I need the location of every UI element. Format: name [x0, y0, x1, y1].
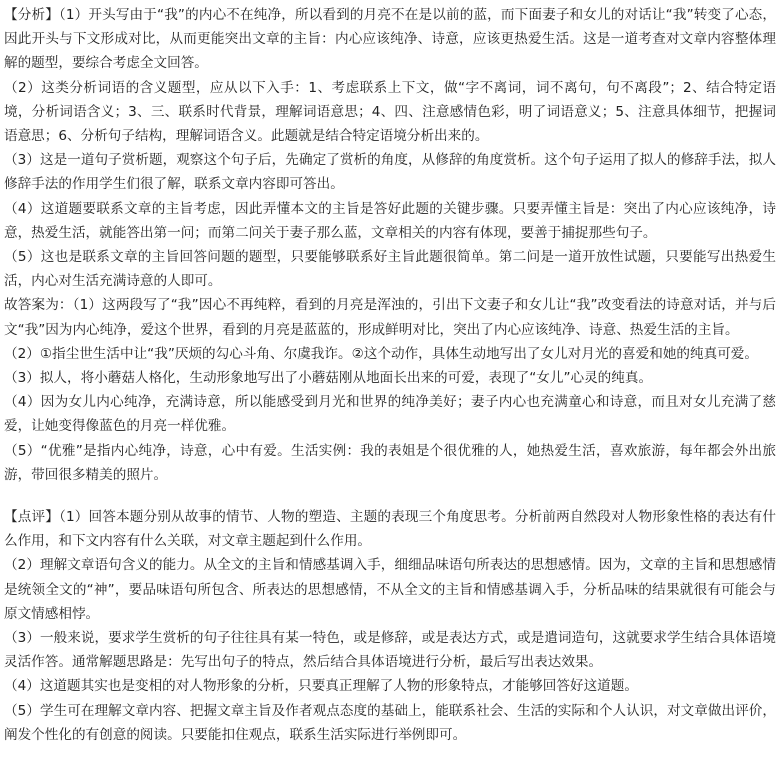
answer-section — [4, 293, 776, 487]
comment-section — [4, 505, 776, 747]
comment-paragraph-1: 【点评】（1）回答本题分别从故事的情节、人物的塑造、主题的表现三个角度思考。分析前两自然段对人物形象性格的表达有什么作用，和下文内容有什么关联，对文章主题起到什么作用。 — [4, 509, 776, 550]
comment-paragraph-2: （2）理解文章语句含义的能力。从全文的主旨和情感基调入手，细细品味语句所表达的思想感情。因为，文章的主旨和思想感情是统领全文的“神”，要品味语句所包含、所表达的思想感情，不从全文的主旨和情感基调入手，分析品味的结果就很有可能会与原文情感相悖。 — [4, 557, 776, 622]
comment-paragraph-4: （4）这道题其实也是变相的对人物形象的分析，只要真正理解了人物的形象特点，才能够回答好这道题。 — [4, 678, 638, 695]
answer-paragraph-3: （3）拟人，将小蘑菇人格化，生动形象地写出了小蘑菇刚从地面长出来的可爱，表现了“女儿”心灵的纯真。 — [4, 370, 653, 387]
analysis-paragraph-4: （4）这道题要联系文章的主旨考虑，因此弄懂本文的主旨是答好此题的关键步骤。只要弄懂主旨是：突出了内心应该纯净，诗意，热爱生活，就能答出第一问；而第二问关于妻子那么蓝，文章相关的内容有体现，要善于捕捉那些句子。 — [4, 200, 776, 241]
analysis-paragraph-3: （3）这是一道句子赏析题，观察这个句子后，先确定了赏析的角度，从修辞的角度赏析。这个句子运用了拟人的修辞手法，拟人修辞手法的作用学生们很了解，联系文章内容即可答出。 — [4, 152, 776, 193]
analysis-section — [4, 3, 776, 293]
analysis-paragraph-1: 【分析】（1）开头写由于“我”的内心不在纯净，所以看到的月亮不在是以前的蓝，而下面妻子和女儿的对话让“我”转变了心态，因此开头与下文形成对比，从而更能突出文章的主旨：内心应该纯净、诗意，应该更热爱生活。这是一道考查对文章内容整体理解的题型，要综合考虑全文回答。 — [4, 7, 776, 72]
answer-paragraph-5: （5）“优雅”是指内心纯净，诗意，心中有爱。生活实例：我的表姐是个很优雅的人，她热爱生活，喜欢旅游，每年都会外出旅游，带回很多精美的照片。 — [4, 442, 776, 483]
answer-paragraph-2: （2）①指尘世生活中让“我”厌烦的勾心斗角、尔虞我诈。②这个动作，具体生动地写出了女儿对月光的喜爱和她的纯真可爱。 — [4, 345, 758, 362]
answer-paragraph-4: （4）因为女儿内心纯净，充满诗意，所以能感受到月光和世界的纯净美好；妻子内心也充满童心和诗意，而且对女儿充满了慈爱，让她变得像蓝色的月亮一样优雅。 — [4, 394, 776, 435]
section-gap — [4, 487, 776, 505]
answer-paragraph-1: 故答案为：（1）这两段写了“我”因心不再纯粹，看到的月亮是浑浊的，引出下文妻子和女儿让“我”改变看法的诗意对话，并与后文“我”因为内心纯净，爱这个世界，看到的月亮是蓝蓝的，形成鲜明对比，突出了内心应该纯净、诗意、热爱生活的主旨。 — [4, 297, 776, 338]
comment-paragraph-3: （3）一般来说，要求学生赏析的句子往往具有某一特色，或是修辞，或是表达方式，或是遣词造句，这就要求学生结合具体语境灵活作答。通常解题思路是：先写出句子的特点，然后结合具体语境进行分析，最后写出表达效果。 — [4, 630, 776, 671]
analysis-paragraph-5: （5）这也是联系文章的主旨回答问题的题型，只要能够联系好主旨此题很简单。第二问是一道开放性试题，只要能写出热爱生活，内心对生活充满诗意的人即可。 — [4, 249, 776, 290]
comment-paragraph-5: （5）学生可在理解文章内容、把握文章主旨及作者观点态度的基础上，能联系社会、生活的实际和个人认识，对文章做出评价，阐发个性化的有创意的阅读。只要能扣住观点，联系生活实际进行举例即可。 — [4, 702, 776, 743]
analysis-paragraph-2: （2）这类分析词语的含义题型，应从以下入手：1、考虑联系上下文，做“字不离词，词不离句，句不离段”；2、结合特定语境，分析词语含义；3、三、联系时代背景，理解词语意思；4、四、注意感情色彩，明了词语意义；5、注意具体细节，把握词语意思；6、分析句子结构，理解词语含义。此题就是结合特定语境分析出来的。 — [4, 79, 776, 145]
